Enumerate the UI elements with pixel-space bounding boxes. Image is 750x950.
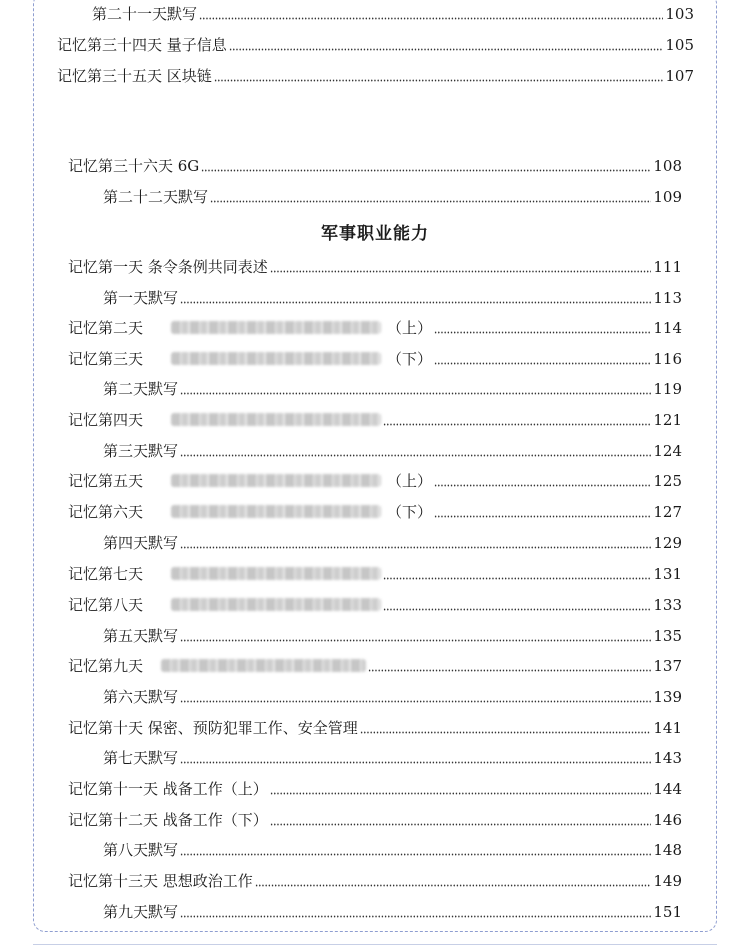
toc-entry-page: 149 bbox=[653, 872, 682, 890]
toc-entry[interactable] bbox=[68, 654, 682, 676]
toc-entry-title: 第六天默写 bbox=[103, 688, 179, 706]
toc-entry[interactable] bbox=[103, 900, 682, 922]
toc-entry-page: 144 bbox=[653, 780, 682, 798]
toc-entry[interactable] bbox=[68, 500, 682, 522]
toc-entry-page: 137 bbox=[653, 657, 682, 675]
redacted-title bbox=[171, 567, 381, 580]
toc-entry-page: 151 bbox=[653, 903, 682, 921]
toc-entry-title: 记忆第三十四天 量子信息 bbox=[57, 36, 227, 54]
dot-leader bbox=[180, 537, 651, 549]
redacted-title bbox=[161, 659, 366, 672]
dot-leader bbox=[180, 445, 651, 457]
dot-leader bbox=[229, 39, 664, 51]
toc-entry[interactable] bbox=[68, 255, 682, 277]
dot-leader bbox=[255, 875, 652, 887]
dot-leader bbox=[434, 322, 651, 334]
toc-entry[interactable] bbox=[68, 154, 682, 176]
toc-entry-title: 记忆第九天 bbox=[68, 657, 144, 675]
toc-entry-title: 第七天默写 bbox=[103, 749, 179, 767]
toc-entry-title: 记忆第五天 bbox=[68, 472, 144, 490]
toc-entry-title: 第一天默写 bbox=[103, 289, 179, 307]
toc-entry-page: 127 bbox=[653, 503, 682, 521]
toc-entry-page: 139 bbox=[653, 688, 682, 706]
dot-leader bbox=[180, 752, 651, 764]
toc-entry-title: 记忆第四天 bbox=[68, 411, 144, 429]
dot-leader bbox=[360, 722, 652, 734]
dot-leader bbox=[180, 630, 651, 642]
toc-entry[interactable] bbox=[57, 33, 694, 55]
toc-entry-title: 记忆第三天 bbox=[68, 350, 144, 368]
redacted-title bbox=[171, 474, 381, 487]
toc-entry-title: 记忆第十天 保密、预防犯罪工作、安全管理 bbox=[68, 719, 358, 737]
toc-entry-title: 第八天默写 bbox=[103, 841, 179, 859]
dot-leader bbox=[210, 191, 651, 203]
toc-entry-title: 第九天默写 bbox=[103, 903, 179, 921]
toc-entry-title: 记忆第三十六天 6G bbox=[68, 157, 200, 175]
toc-entry[interactable] bbox=[103, 377, 682, 399]
redacted-title bbox=[171, 505, 381, 518]
dot-leader bbox=[383, 568, 651, 580]
toc-entry-page: 133 bbox=[653, 596, 682, 614]
toc-entry-title: 记忆第七天 bbox=[68, 565, 144, 583]
toc-entry[interactable] bbox=[103, 286, 682, 308]
toc-entry-page: 143 bbox=[653, 749, 682, 767]
dot-leader bbox=[368, 660, 651, 672]
toc-entry-title: 记忆第三十五天 区块链 bbox=[57, 67, 212, 85]
toc-entry-page: 131 bbox=[653, 565, 682, 583]
dot-leader bbox=[383, 599, 651, 611]
dot-leader bbox=[383, 414, 651, 426]
toc-entry-title: 记忆第二天 bbox=[68, 319, 144, 337]
redacted-title bbox=[171, 413, 381, 426]
toc-entry-title: 第四天默写 bbox=[103, 534, 179, 552]
dot-leader bbox=[270, 783, 652, 795]
dot-leader bbox=[434, 353, 651, 365]
dot-leader bbox=[199, 8, 663, 20]
toc-entry-page: 109 bbox=[653, 188, 682, 206]
toc-entry-title: 记忆第十二天 战备工作（下） bbox=[68, 811, 268, 829]
toc-entry-title: 记忆第八天 bbox=[68, 596, 144, 614]
toc-entry-page: 114 bbox=[653, 319, 682, 337]
toc-entry-page: 129 bbox=[653, 534, 682, 552]
toc-entry[interactable] bbox=[68, 716, 682, 738]
dot-leader bbox=[434, 506, 651, 518]
dot-leader bbox=[214, 70, 664, 82]
toc-entry-title: 第五天默写 bbox=[103, 627, 179, 645]
toc-entry[interactable] bbox=[68, 593, 682, 615]
toc-entry-title: 第三天默写 bbox=[103, 442, 179, 460]
dot-leader bbox=[180, 691, 651, 703]
toc-entry-page: 121 bbox=[653, 411, 682, 429]
toc-entry-page: 111 bbox=[653, 258, 682, 276]
toc-entry[interactable] bbox=[57, 64, 694, 86]
toc-entry-title: 记忆第十一天 战备工作（上） bbox=[68, 780, 268, 798]
toc-entry-page: 108 bbox=[653, 157, 682, 175]
dot-leader bbox=[270, 261, 652, 273]
toc-entry-page: 146 bbox=[653, 811, 682, 829]
dot-leader bbox=[180, 906, 651, 918]
toc-entry-suffix: （下） bbox=[387, 350, 433, 368]
toc-entry[interactable] bbox=[68, 777, 682, 799]
toc-entry[interactable] bbox=[68, 808, 682, 830]
dot-leader bbox=[180, 383, 651, 395]
toc-entry[interactable] bbox=[68, 562, 682, 584]
dot-leader bbox=[434, 475, 651, 487]
redacted-title bbox=[171, 352, 381, 365]
dot-leader bbox=[180, 292, 651, 304]
toc-entry[interactable] bbox=[103, 624, 682, 646]
toc-entry-page: 103 bbox=[665, 5, 694, 23]
toc-entry-page: 124 bbox=[653, 442, 682, 460]
toc-entry-page: 116 bbox=[653, 350, 682, 368]
toc-entry[interactable] bbox=[68, 408, 682, 430]
toc-entry-page: 141 bbox=[653, 719, 682, 737]
toc-entry-suffix: （上） bbox=[387, 319, 433, 337]
toc-entry-title: 记忆第六天 bbox=[68, 503, 144, 521]
section-heading: 军事职业能力 bbox=[321, 224, 429, 244]
toc-entry-page: 135 bbox=[653, 627, 682, 645]
toc-entry-page: 119 bbox=[653, 380, 682, 398]
bottom-divider bbox=[33, 944, 717, 945]
toc-entry[interactable] bbox=[103, 439, 682, 461]
toc-entry[interactable] bbox=[68, 469, 682, 491]
dot-leader bbox=[201, 160, 651, 172]
dot-leader bbox=[270, 814, 652, 826]
redacted-title bbox=[171, 598, 381, 611]
toc-entry[interactable] bbox=[68, 347, 682, 369]
toc-entry-title: 第二十二天默写 bbox=[103, 188, 209, 206]
toc-entry-page: 105 bbox=[665, 36, 694, 54]
toc-entry[interactable] bbox=[68, 316, 682, 338]
toc-entry-title: 第二十一天默写 bbox=[92, 5, 198, 23]
toc-entry[interactable] bbox=[103, 838, 682, 860]
toc-entry-title: 第二天默写 bbox=[103, 380, 179, 398]
toc-entry[interactable] bbox=[103, 746, 682, 768]
toc-entry[interactable] bbox=[103, 531, 682, 553]
toc-entry-page: 148 bbox=[653, 841, 682, 859]
toc-entry-suffix: （下） bbox=[387, 503, 433, 521]
toc-entry-title: 记忆第十三天 思想政治工作 bbox=[68, 872, 253, 890]
redacted-title bbox=[171, 321, 381, 334]
toc-entry[interactable] bbox=[68, 869, 682, 891]
toc-entry-page: 113 bbox=[653, 289, 682, 307]
toc-entry-page: 107 bbox=[665, 67, 694, 85]
toc-entry[interactable] bbox=[92, 2, 694, 24]
toc-entry-page: 125 bbox=[653, 472, 682, 490]
toc-entry-suffix: （上） bbox=[387, 472, 433, 490]
toc-entry[interactable] bbox=[103, 185, 682, 207]
dot-leader bbox=[180, 844, 651, 856]
toc-entry-title: 记忆第一天 条令条例共同表述 bbox=[68, 258, 268, 276]
toc-entry[interactable] bbox=[103, 685, 682, 707]
